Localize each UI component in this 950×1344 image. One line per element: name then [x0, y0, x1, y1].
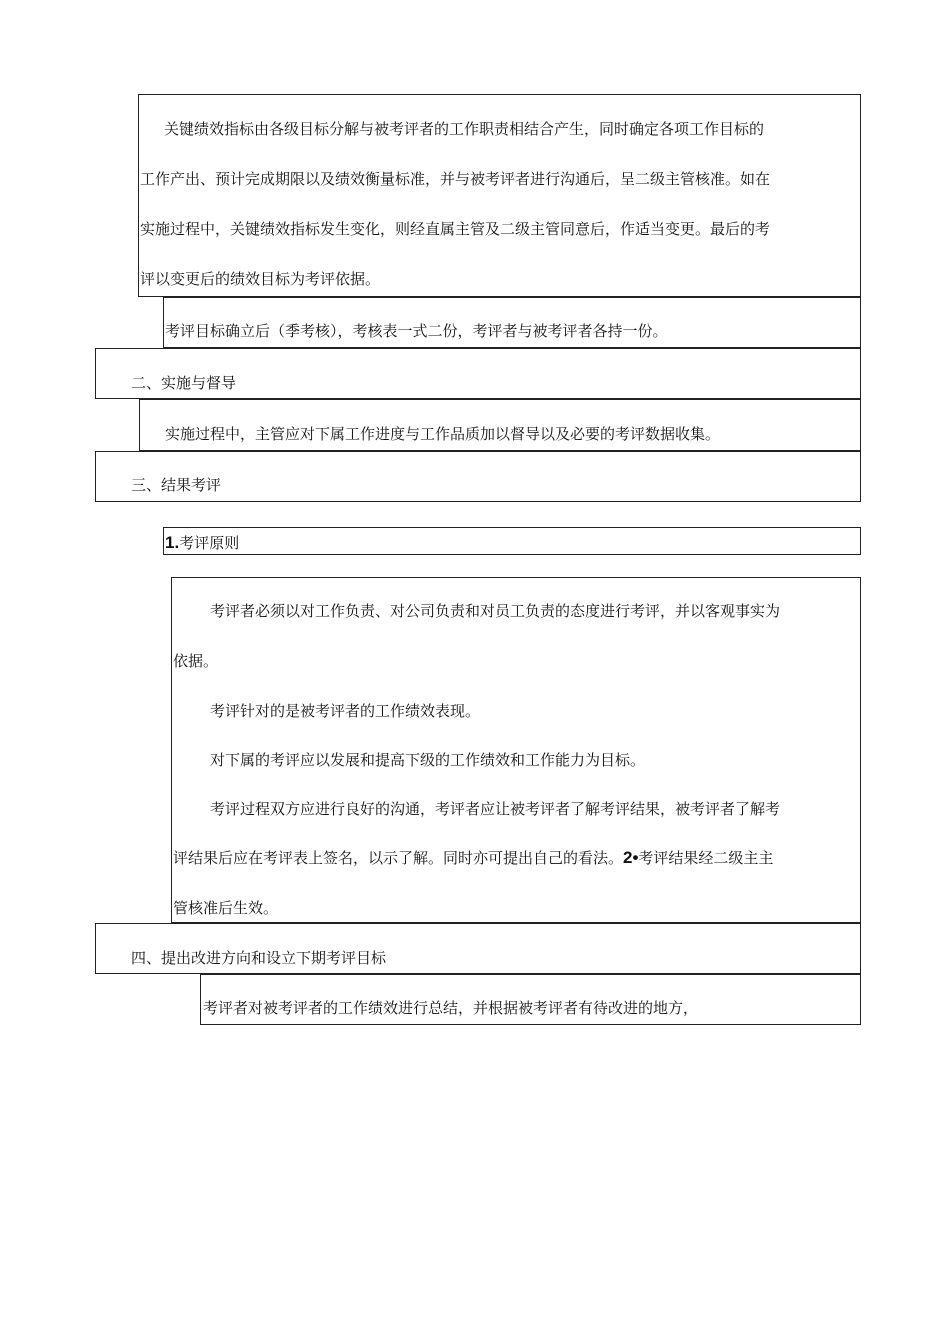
subsection-1-heading — [165, 533, 239, 553]
kpi-line-1: 关键绩效指标由各级目标分解与被考评者的工作职责相结合产生，同时确定各项工作目标的 — [164, 120, 765, 138]
principle-line-5: 考评过程双方应进行良好的沟通，考评者应让被考评者了解考评结果，被考评者了解考 — [210, 800, 781, 818]
principle-line-1: 考评者必须以对工作负责、对公司负责和对员工负责的态度进行考评，并以客观事实为 — [210, 602, 781, 620]
form-copies-text: 考评目标确立后（季考核），考核表一式二份，考评者与被考评者各持一份。 — [165, 322, 668, 340]
kpi-line-3: 实施过程中，关键绩效指标发生变化，则经直属主管及二级主管同意后，作适当变更。最后的考 — [140, 220, 771, 238]
improvement-text: 考评者对被考评者的工作绩效进行总结，并根据被考评者有待改进的地方， — [203, 999, 699, 1017]
supervision-text: 实施过程中，主管应对下属工作进度与工作品质加以督导以及必要的考评数据收集。 — [165, 425, 721, 443]
subsection-1-number: 1. — [165, 533, 180, 552]
principle-line-7: 管核准后生效。 — [173, 899, 279, 917]
section-3-heading: 三、结果考评 — [131, 476, 222, 494]
principle-line-4: 对下属的考评应以发展和提高下级的工作绩效和工作能力为目标。 — [210, 751, 646, 769]
principle-line-2: 依据。 — [173, 652, 219, 670]
subsection-1-box — [163, 527, 861, 555]
section-2-heading: 二、实施与督导 — [131, 374, 237, 392]
kpi-line-4: 评以变更后的绩效目标为考评依据。 — [140, 270, 381, 288]
principle-line-3: 考评针对的是被考评者的工作绩效表现。 — [210, 702, 481, 720]
principle-line-6 — [173, 848, 773, 868]
subsection-1-label: 考评原则 — [179, 534, 240, 552]
principle-line-6-text: 评结果后应在考评表上签名，以示了解。同时亦可提出自己的看法。 — [173, 849, 624, 867]
item-2-number: 2• — [623, 848, 639, 867]
kpi-line-2: 工作产出、预计完成期限以及绩效衡量标准，并与被考评者进行沟通后，呈二级主管核准。如在 — [140, 170, 771, 188]
item-2-text: 考评结果经二级主主 — [638, 849, 774, 867]
section-4-heading: 四、提出改进方向和设立下期考评目标 — [131, 949, 387, 967]
